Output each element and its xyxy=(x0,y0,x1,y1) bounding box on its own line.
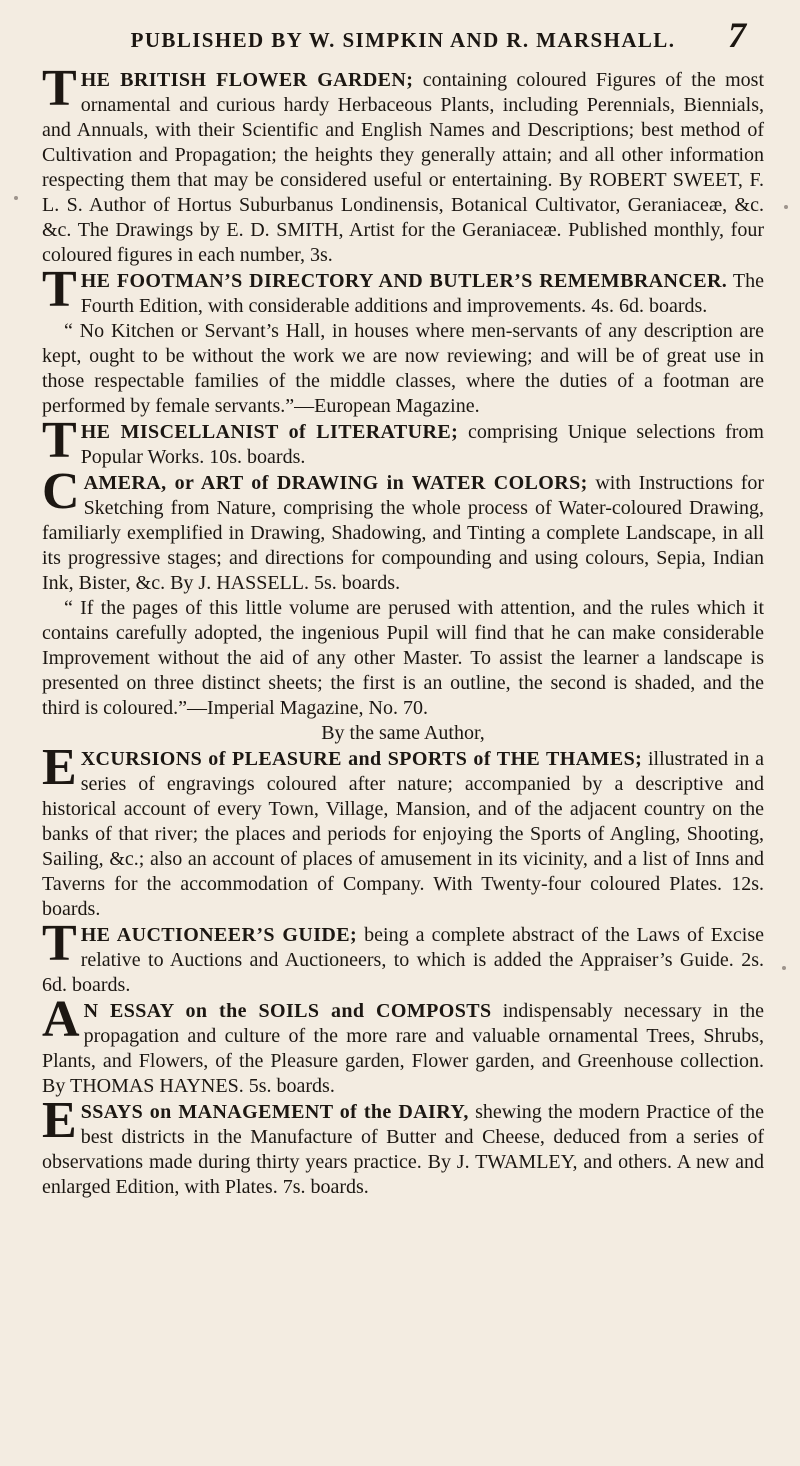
entry-text: with Instructions for Sketching from Nature, comprising the whole process of Water-coloured Drawing, familiarly exemplified in Drawing, Shadowing, and Tinting a complete Landscape, in all its progressive stages; and directions for compounding and using colours, Sepia, Indian Ink, Bister, &c. By J. HASSELL. 5s. boards. xyxy=(42,472,765,594)
entry-text: The Fourth Edition, with considerable additions and improvements. 4s. 6d. boards. xyxy=(80,270,764,317)
advertisement-list xyxy=(42,60,765,1200)
entry-title: HE FOOTMAN’S DIRECTORY AND BUTLER’S REMEMBRANCER. xyxy=(80,270,728,292)
entry-title: XCURSIONS of PLEASURE and SPORTS of THE THAMES; xyxy=(80,748,643,770)
drop-cap: T xyxy=(42,60,77,117)
drop-cap: A xyxy=(42,991,80,1048)
entry-british-flower-garden xyxy=(42,60,765,268)
entry-dairy-management xyxy=(42,1092,765,1200)
page-header xyxy=(42,0,764,68)
review-quote-footman: “ No Kitchen or Servant’s Hall, in houses where men-servants of any description are kept, ought to be without the work we are now reviewing; and will be of great use in those respectable families of the middle classes, where the duties of a footman are performed by female servants.”—European Magazine. xyxy=(42,320,764,417)
drop-cap: T xyxy=(42,412,77,469)
entry-text: indispensably necessary in the propagation and culture of the more rare and valuable ornamental Trees, Shrubs, Plants, and Flowers, of the Pleasure garden, Flower garden, and Greenhouse collection. By THOMAS HAYNES. 5s. boards. xyxy=(42,1000,764,1097)
entry-text: illustrated in a series of engravings coloured after nature; accompanied by a descriptive and historical account of every Town, Village, Mansion, and of the adjacent country on the banks of that river; the places and periods for enjoying the Sports of Angling, Shooting, Sailing, &c.; also an account of places of amusement in its vicinity, and a list of Inns and Taverns for the accommodation of Company. With Twenty-four coloured Plates. 12s. boards. xyxy=(42,748,764,920)
entry-title: HE MISCELLANIST of LITERATURE; xyxy=(80,421,459,443)
entry-text: being a complete abstract of the Laws of Excise relative to Auctions and Auctioneers, to which is added the Appraiser’s Guide. 2s. 6d. boards. xyxy=(42,924,765,996)
entry-text: containing coloured Figures of the most ornamental and curious hardy Herbaceous Plants, including Perennials, Biennials, and Annuals, with their Scientific and English Names and Descriptions; best method of Cultivation and Propagation; the heights they generally attain; and all other information respecting them that may be considered useful or entertaining. By ROBERT SWEET, F. L. S. Author of Hortus Suburbanus Londinensis, Botanical Cultivator, Geraniaceæ, &c. &c. The Drawings by E. D. SMITH, Artist for the Geraniaceæ. Published monthly, four coloured figures in each number, 3s. xyxy=(42,69,765,266)
entry-miscellanist xyxy=(42,412,764,470)
entry-text: comprising Unique selections from Popular Works. 10s. boards. xyxy=(80,421,764,468)
running-head: PUBLISHED BY W. SIMPKIN AND R. MARSHALL. xyxy=(130,28,676,52)
drop-cap: E xyxy=(42,739,77,796)
entry-footmans-directory xyxy=(42,261,764,319)
drop-cap: E xyxy=(42,1092,77,1149)
drop-cap: C xyxy=(42,463,80,520)
entry-title: AMERA, or ART of DRAWING in WATER COLORS; xyxy=(83,472,588,494)
entry-auctioneers-guide xyxy=(42,915,765,998)
entry-title: N ESSAY on the SOILS and COMPOSTS xyxy=(83,1000,492,1022)
entry-excursions-thames xyxy=(42,739,764,922)
entry-title: HE AUCTIONEER’S GUIDE; xyxy=(80,924,358,946)
entry-title: HE BRITISH FLOWER GARDEN; xyxy=(80,69,414,91)
same-author-line: By the same Author, xyxy=(321,722,485,744)
page-number: 7 xyxy=(728,15,746,55)
entry-camera-drawing xyxy=(42,463,765,596)
drop-cap: T xyxy=(42,915,77,972)
entry-text: shewing the modern Practice of the best districts in the Manufacture of Butter and Cheese, deduced from a series of observations made during thirty years practice. By J. TWAMLEY, and others. A new and enlarged Edition, with Plates. 7s. boards. xyxy=(42,1101,765,1198)
review-quote-camera: “ If the pages of this little volume are perused with attention, and the rules which it contains carefully adopted, the ingenious Pupil will find that he can make considerable Improvement without the aid of any other Master. To assist the learner a landscape is presented on three distinct sheets; the first is an outline, the second is shaded, and the third is coloured.”—Imperial Magazine, No. 70. xyxy=(42,597,764,719)
ink-spot xyxy=(782,966,786,970)
entry-title: SSAYS on MANAGEMENT of the DAIRY, xyxy=(80,1101,469,1123)
entry-soils-composts xyxy=(42,991,764,1099)
drop-cap: T xyxy=(42,261,77,318)
ink-spot xyxy=(14,196,18,200)
ink-spot xyxy=(784,205,788,209)
